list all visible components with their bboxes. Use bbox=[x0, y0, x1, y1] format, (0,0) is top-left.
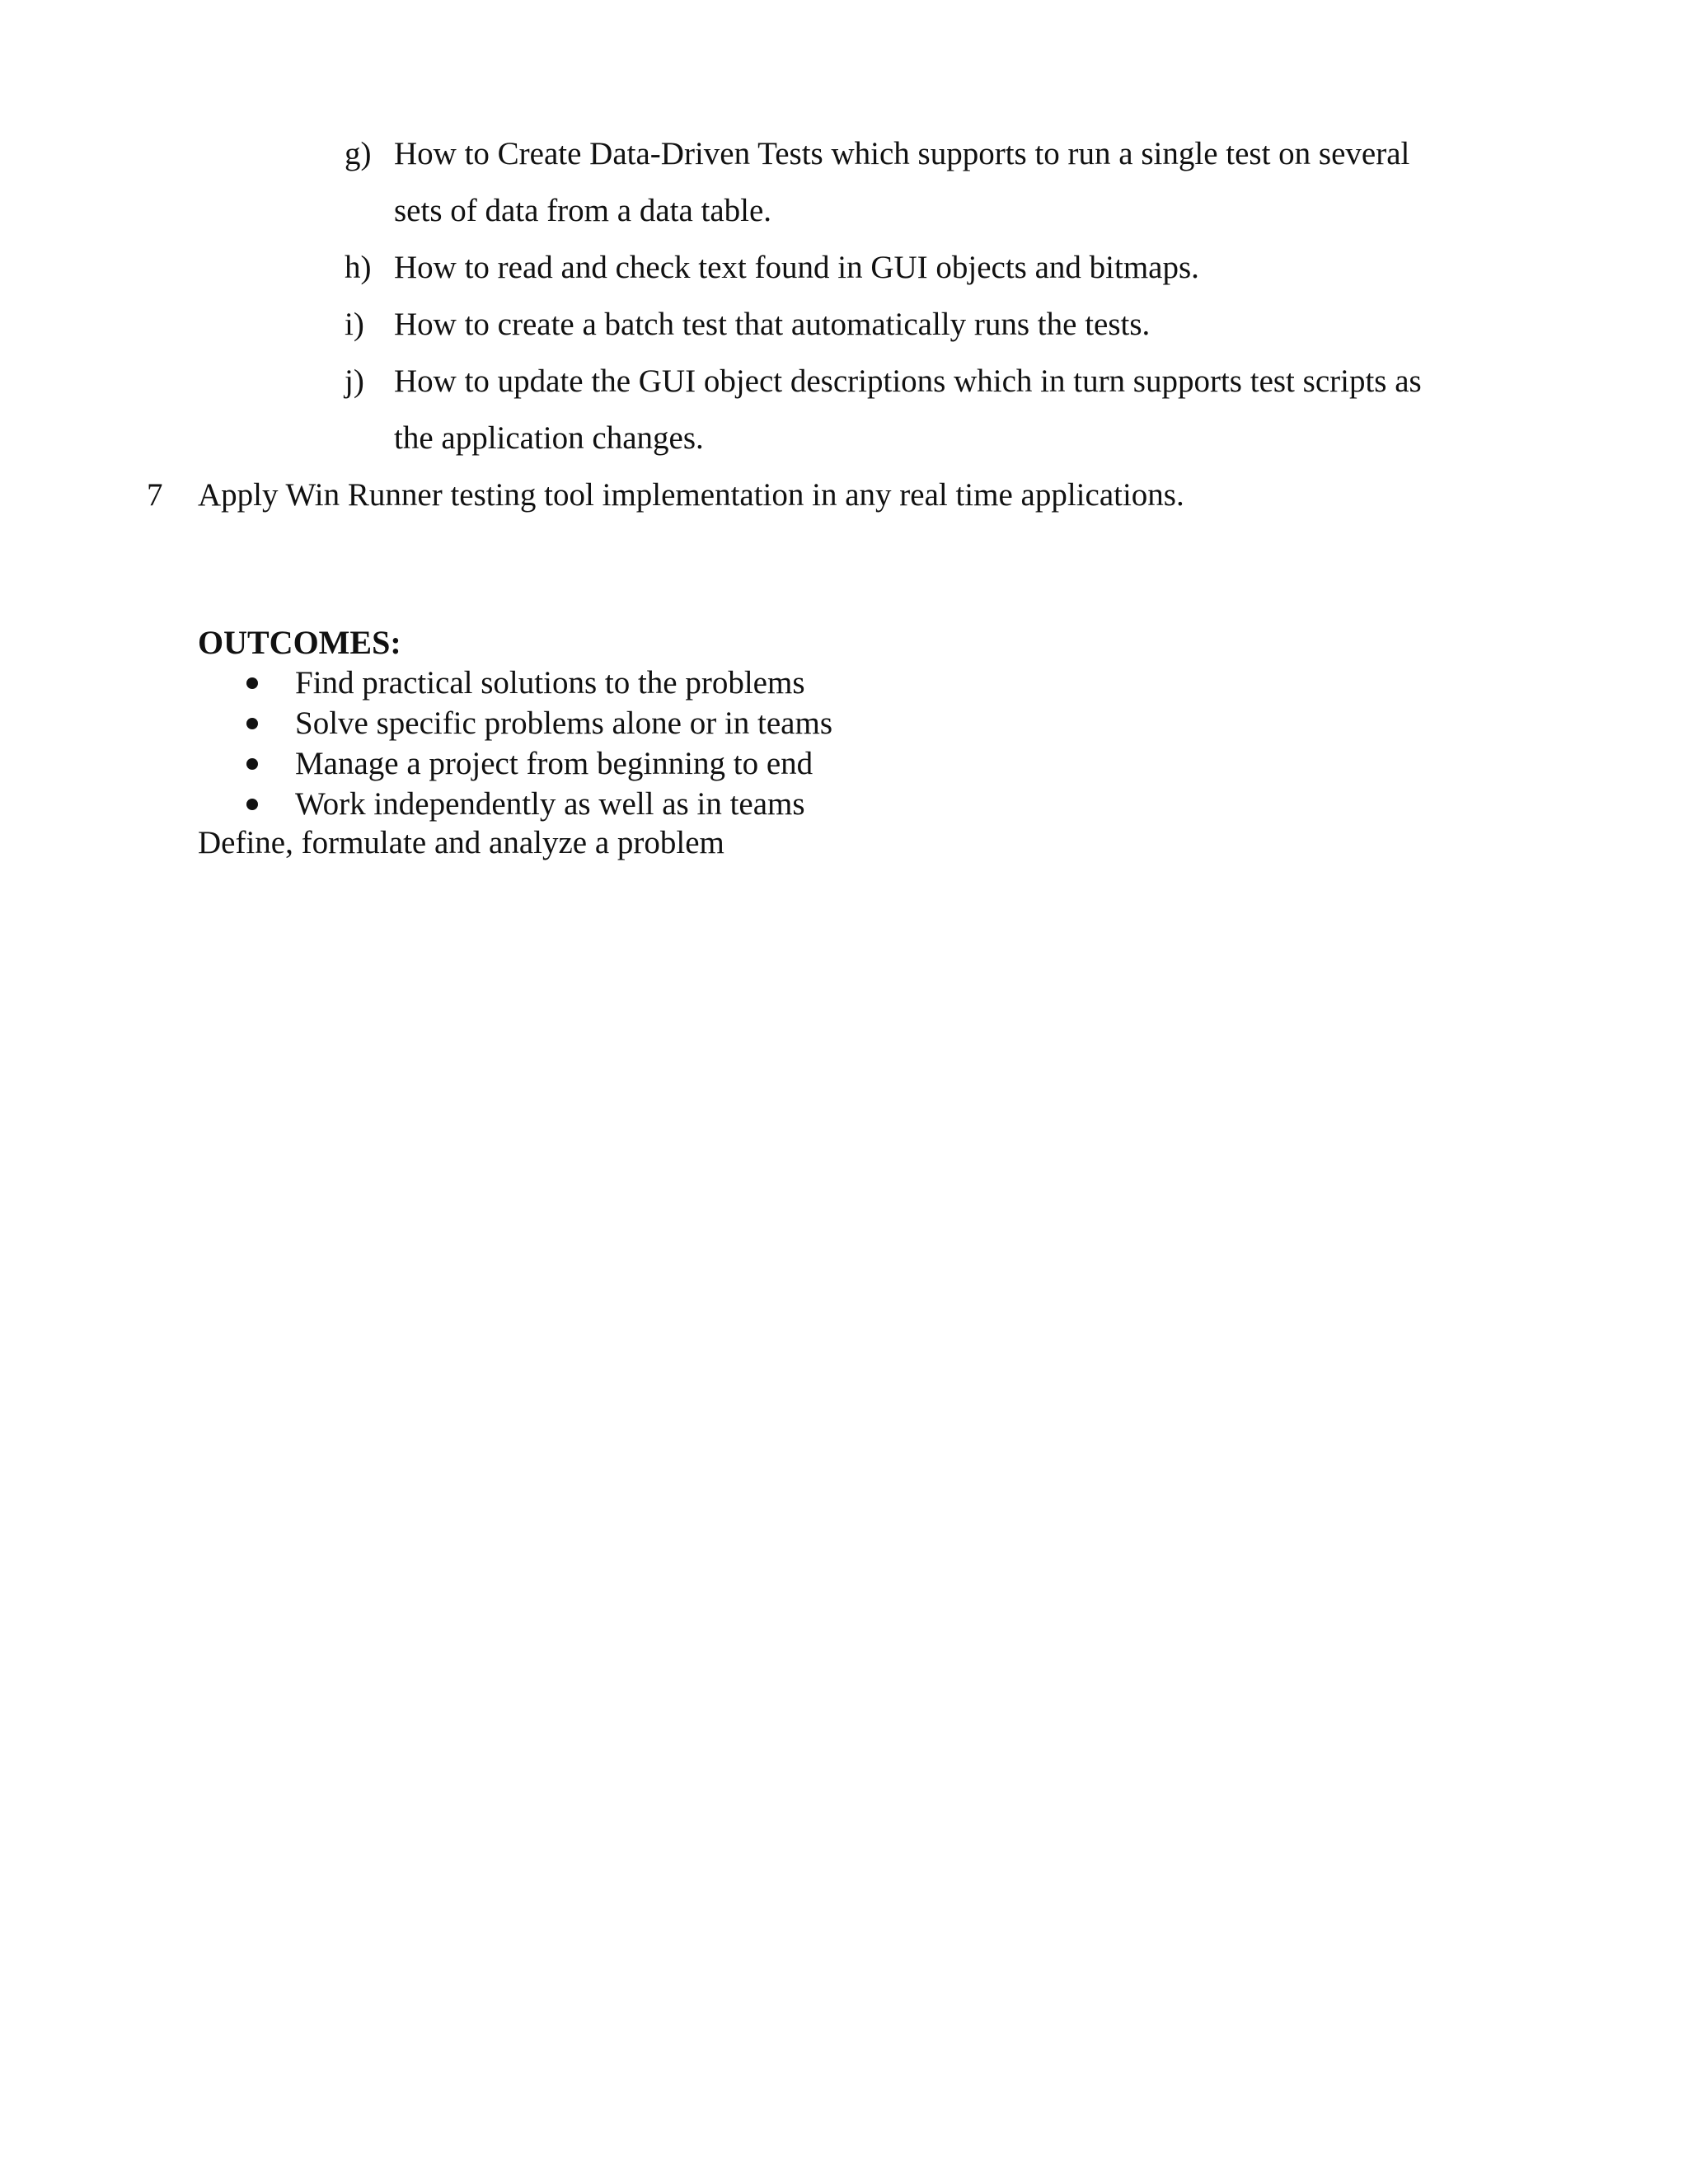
list-marker-g: g) bbox=[345, 136, 372, 171]
outcome-bullet-2: Solve specific problems alone or in teams bbox=[295, 705, 832, 741]
bullet-dot bbox=[246, 677, 258, 689]
bullet-dot bbox=[246, 718, 258, 729]
list-number-7: 7 bbox=[147, 477, 163, 513]
outcome-bullet-4: Work independently as well as in teams bbox=[295, 786, 805, 822]
list-item-g-line-2: sets of data from a data table. bbox=[394, 193, 772, 228]
list-item-g-line-1: How to Create Data-Driven Tests which supports to run a single test on several bbox=[394, 136, 1410, 171]
outcomes-heading: OUTCOMES: bbox=[198, 624, 401, 661]
list-item-i-line-1: How to create a batch test that automatically runs the tests. bbox=[394, 307, 1151, 342]
list-marker-j: j) bbox=[345, 363, 364, 399]
bullet-dot bbox=[246, 758, 258, 770]
list-marker-i: i) bbox=[345, 307, 364, 342]
list-item-h-line-1: How to read and check text found in GUI objects and bitmaps. bbox=[394, 250, 1199, 285]
outcome-bullet-3: Manage a project from beginning to end bbox=[295, 746, 814, 781]
list-item-7-text: Apply Win Runner testing tool implementation in any real time applications. bbox=[198, 477, 1184, 513]
outcomes-trailing-text: Define, formulate and analyze a problem bbox=[198, 825, 724, 860]
list-item-j-line-2: the application changes. bbox=[394, 420, 704, 456]
outcome-bullet-1: Find practical solutions to the problems bbox=[295, 665, 805, 701]
list-marker-h: h) bbox=[345, 250, 372, 285]
list-item-j-line-1: How to update the GUI object descriptions which in turn supports test scripts as bbox=[394, 363, 1422, 399]
bullet-dot bbox=[246, 799, 258, 810]
